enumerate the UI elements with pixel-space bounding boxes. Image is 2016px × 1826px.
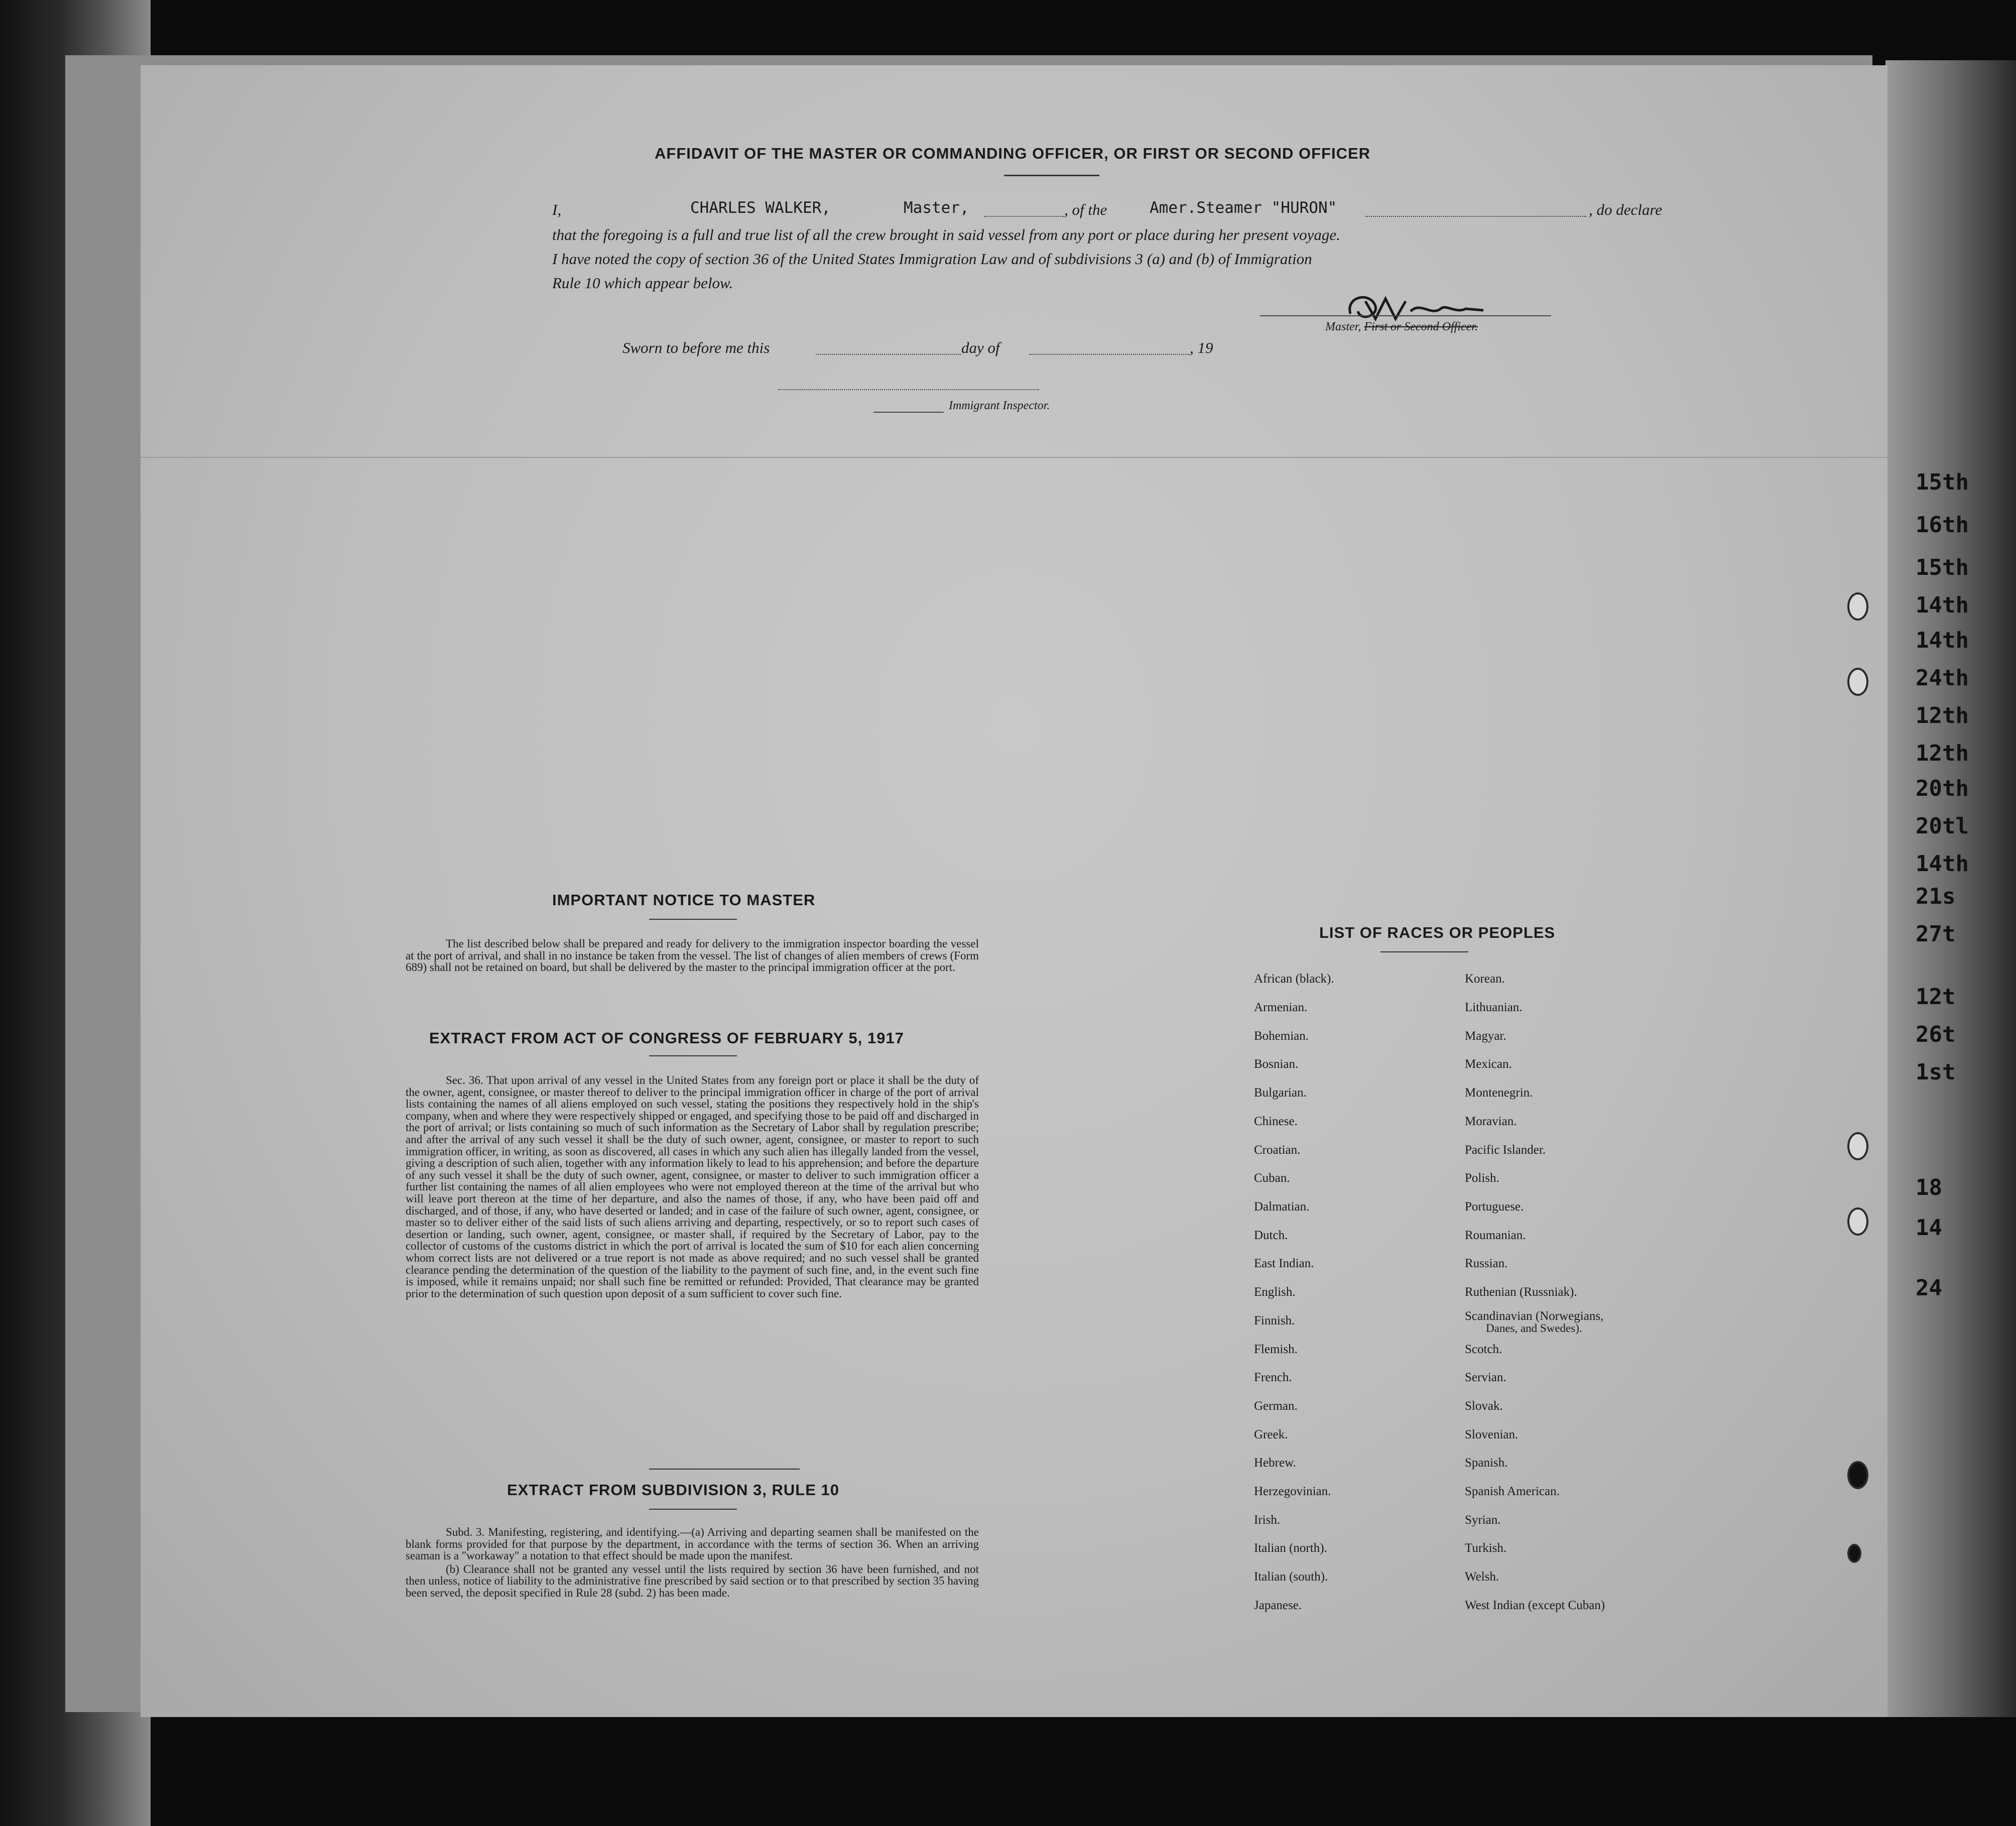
race-item: Japanese. (1254, 1599, 1302, 1612)
vessel-name: Amer.Steamer "HURON" (1150, 199, 1337, 217)
race-item: African (black). (1254, 972, 1334, 986)
title-rule (649, 1509, 737, 1510)
rule-text (406, 1526, 979, 1601)
race-item: Flemish. (1254, 1343, 1298, 1356)
race-item: Moravian. (1465, 1115, 1517, 1128)
race-item: Korean. (1465, 972, 1505, 986)
race-item: Irish. (1254, 1513, 1281, 1527)
dotted-line (816, 354, 961, 355)
notice-text (406, 938, 979, 975)
race-item: Scandinavian (Norwegians, (1465, 1309, 1604, 1323)
margin-date: 14th (1916, 628, 1969, 653)
race-item: Bosnian. (1254, 1057, 1299, 1071)
race-item: Armenian. (1254, 1001, 1308, 1014)
race-item: Greek. (1254, 1428, 1288, 1441)
margin-date: 1st (1916, 1059, 1956, 1085)
affidavit-line-4: Rule 10 which appear below. (552, 274, 733, 292)
title-rule (649, 919, 737, 920)
margin-date: 15th (1916, 469, 1969, 495)
dotted-line (1029, 354, 1190, 355)
margin-date: 15th (1916, 555, 1969, 580)
fold-line (141, 457, 1887, 458)
race-item: Servian. (1465, 1371, 1506, 1384)
margin-date: 14 (1916, 1215, 1942, 1241)
race-item: Mexican. (1465, 1057, 1512, 1071)
notice-title: IMPORTANT NOTICE TO MASTER (552, 891, 816, 909)
margin-date: 24 (1916, 1275, 1942, 1301)
punch-hole (1847, 1132, 1868, 1160)
rule-paragraph-b: (b) Clearance shall not be granted any vessel until the lists required by section 36 have been furnished, and not then unless, notice of liability to the administrative fine prescribed by said section or to that prescribed by section 35 having been served, the deposit specified in Rule 28 (subd. 2) has been made. (406, 1562, 979, 1599)
race-item: French. (1254, 1371, 1292, 1384)
race-item: Syrian. (1465, 1513, 1501, 1527)
margin-date: 26t (1916, 1022, 1956, 1047)
rule-paragraph-a: Subd. 3. Manifesting, registering, and identifying.—(a) Arriving and departing seamen shall be manifested on the blank forms provided for that purpose by the department, in accordance with the terms of section 36. When an arriving seaman is a "workaway" a notation to that effect should be made upon the manifest. (406, 1526, 979, 1562)
punch-hole (1847, 592, 1868, 621)
affidavit-i: I, (552, 201, 562, 218)
sworn-label: Sworn to before me this (622, 339, 770, 356)
race-item: Spanish. (1465, 1456, 1508, 1470)
act-paragraph: Sec. 36. That upon arrival of any vessel in the United States from any foreign port or place it shall be the duty of the owner, agent, consignee, or master thereof to deliver to the principal immigration officer in charge of the port of arrival lists containing the names of all aliens employed on such vessel, stating the positions they respectively hold in the ship's company, when and where they were respectively shipped or engaged, and specifying those to be paid off and discharged in the port of arrival; or lists containing so much of such information as the Secretary of Labor shall by regulation prescribe; and after the arrival of any such vessel it shall be the duty of such owner, agent, consignee, or master to report to such immigration officer, in writing, as soon as discovered, all cases in which any such alien has illegally landed from the vessel, giving a description of such alien, together with any information likely to lead to his apprehension; and before the departure of any such vessel it shall be the duty of such owner, agent, consignee, or master to deliver to such immigration officer a further list containing the names of all alien employees who were not employed thereon at the time of the arrival but who will leave port thereon at the time of her departure, and also the names of those, if any, who have been paid off and discharged, and of those, if any, who have deserted or landed; and in case of the failure of such owner, agent, consignee, or master so to deliver either of the said lists of such aliens arriving and departing, respectively, or so to report such cases of desertion or landing, such owner, agent, consignee, or master shall, if required by the Secretary of Labor, pay to the collector of customs of the customs district in which the port of arrival is located the sum of $10 for each alien concerning whom correct lists are not delivered or a true report is not made as above required; and no such vessel shall be granted clearance pending the determination of the question of the liability to the payment of such fine, and, in the event such fine is imposed, while it remains unpaid; nor shall such fine be remitted or refunded: Provided, That clearance may be granted prior to the determination of such question upon deposit of a sum sufficient to cover such fine. (406, 1074, 979, 1300)
act-text (406, 1074, 979, 1301)
race-item: Finnish. (1254, 1314, 1295, 1327)
race-item: Slovak. (1465, 1399, 1503, 1413)
race-item: Bohemian. (1254, 1029, 1309, 1043)
race-item: Croatian. (1254, 1143, 1301, 1157)
affidavit-line-2: that the foregoing is a full and true list of all the crew brought in said vessel from any port or place during her present voyage. (552, 226, 1340, 244)
race-item: Cuban. (1254, 1171, 1290, 1185)
race-item-continued: Danes, and Swedes). (1486, 1322, 1582, 1334)
title-rule (1004, 175, 1099, 176)
day-of: day of (961, 339, 1000, 356)
race-item: Welsh. (1465, 1570, 1499, 1584)
title-rule (649, 1055, 737, 1056)
margin-date: 24th (1916, 665, 1969, 691)
race-item: Portuguese. (1465, 1200, 1524, 1213)
notice-paragraph: The list described below shall be prepared and ready for delivery to the immigration inspector boarding the vessel at the port of arrival, and shall in no instance be taken from the vessel. The list of changes of alien members of crews (Form 689) shall not be retained on board, but shall be delivered by the master to the principal immigration officer at the port. (406, 937, 979, 974)
inspector-line (873, 412, 944, 413)
races-title: LIST OF RACES OR PEOPLES (1319, 924, 1556, 941)
manifest-page (141, 65, 1887, 1717)
race-item: Italian (north). (1254, 1541, 1327, 1555)
margin-date: 18 (1916, 1175, 1942, 1200)
race-item: Spanish American. (1465, 1485, 1560, 1498)
dotted-line (1365, 216, 1586, 217)
affidavit-title: AFFIDAVIT OF THE MASTER OR COMMANDING OFFICER, OR FIRST OR SECOND OFFICER (655, 145, 1371, 162)
dotted-line (984, 216, 1064, 217)
race-item: Hebrew. (1254, 1456, 1296, 1470)
race-item: Pacific Islander. (1465, 1143, 1546, 1157)
caption-master: Master, (1325, 320, 1361, 333)
punch-hole (1847, 1207, 1868, 1236)
race-item: English. (1254, 1285, 1296, 1299)
race-item: Scotch. (1465, 1343, 1502, 1356)
margin-date: 14th (1916, 851, 1969, 877)
margin-date: 16th (1916, 512, 1969, 538)
race-item: Herzegovinian. (1254, 1485, 1331, 1498)
rule-title: EXTRACT FROM SUBDIVISION 3, RULE 10 (507, 1481, 839, 1499)
inspector-label: Immigrant Inspector. (949, 399, 1050, 412)
master-name: CHARLES WALKER, (690, 199, 831, 217)
rank: Master, (904, 199, 969, 217)
margin-date: 12th (1916, 703, 1969, 728)
race-item: Lithuanian. (1465, 1001, 1523, 1014)
caption-officer: First or Second Officer. (1364, 320, 1478, 333)
race-item: Russian. (1465, 1257, 1508, 1270)
margin-date: 12t (1916, 984, 1956, 1010)
margin-date: 12th (1916, 741, 1969, 766)
race-item: Slovenian. (1465, 1428, 1519, 1441)
right-adjacent-page (1885, 60, 2016, 1717)
race-item: Polish. (1465, 1171, 1499, 1185)
race-item: German. (1254, 1399, 1298, 1413)
race-item: Italian (south). (1254, 1570, 1328, 1584)
act-title: EXTRACT FROM ACT OF CONGRESS OF FEBRUARY 5, 1917 (429, 1029, 904, 1047)
punch-hole (1847, 1544, 1861, 1563)
of-the: , of the (1064, 201, 1107, 218)
race-item: Dalmatian. (1254, 1200, 1310, 1213)
race-item: Roumanian. (1465, 1229, 1526, 1242)
section-rule (649, 1469, 800, 1470)
dotted-line (778, 389, 1039, 390)
race-item: East Indian. (1254, 1257, 1314, 1270)
signature-caption (1325, 320, 1478, 334)
do-declare: , do declare (1589, 201, 1663, 218)
margin-date: 20th (1916, 776, 1969, 801)
margin-date: 14th (1916, 592, 1969, 618)
race-item: Chinese. (1254, 1115, 1298, 1128)
title-rule (1380, 951, 1468, 952)
punch-hole (1847, 1461, 1868, 1489)
affidavit-line-3: I have noted the copy of section 36 of the United States Immigration Law and of subdivisions 3 (a) and (b) of Immigration (552, 250, 1312, 268)
margin-date: 21s (1916, 884, 1956, 909)
punch-hole (1847, 668, 1868, 696)
race-item: Ruthenian (Russniak). (1465, 1285, 1577, 1299)
race-item: Turkish. (1465, 1541, 1507, 1555)
race-item: Dutch. (1254, 1229, 1288, 1242)
race-item: Bulgarian. (1254, 1086, 1307, 1100)
margin-date: 27t (1916, 921, 1956, 947)
race-item: Montenegrin. (1465, 1086, 1533, 1100)
race-item: Magyar. (1465, 1029, 1506, 1043)
year: , 19 (1190, 339, 1213, 356)
race-item: West Indian (except Cuban) (1465, 1599, 1605, 1612)
margin-date: 20tl (1916, 813, 1969, 839)
signature-line (1260, 315, 1551, 316)
